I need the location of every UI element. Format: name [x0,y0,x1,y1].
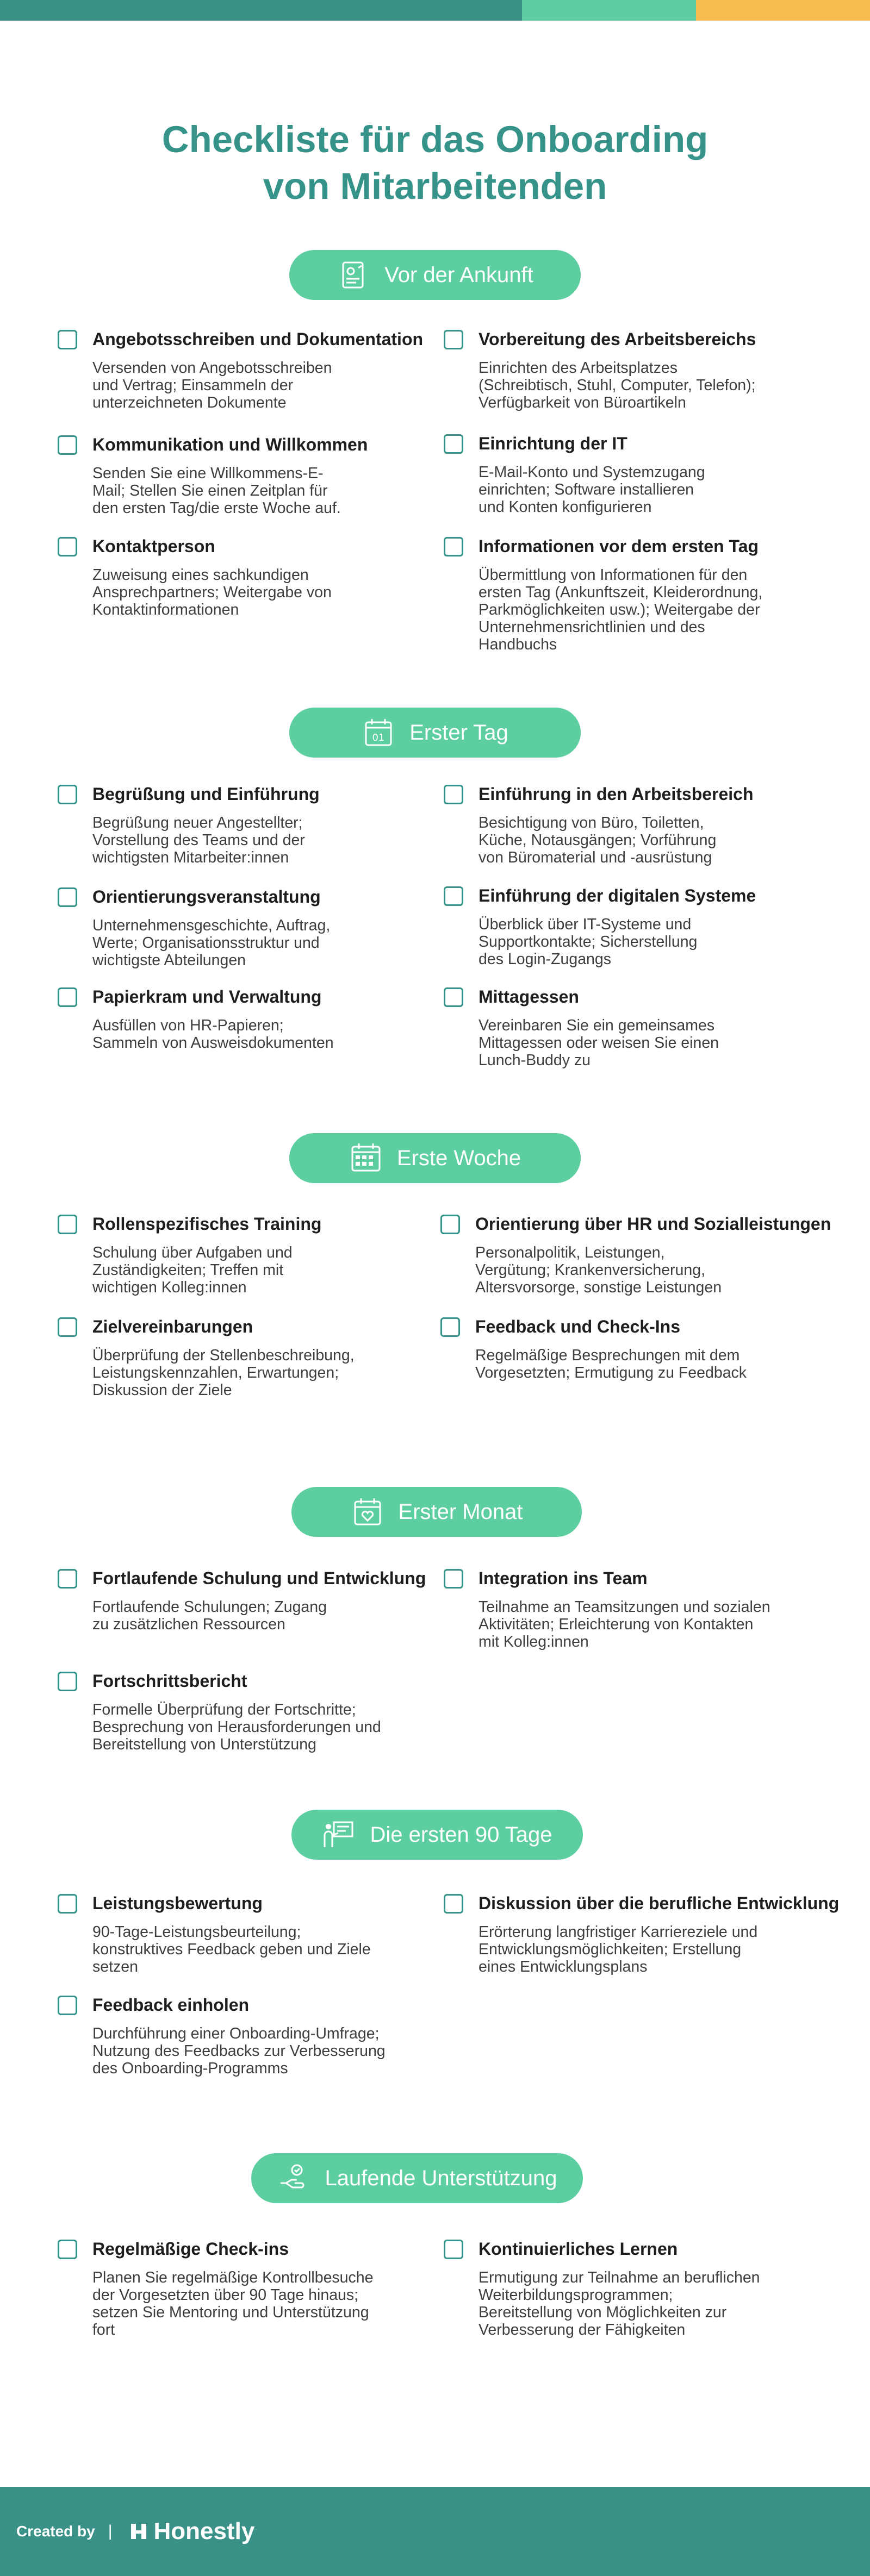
page-title-line-1: Checkliste für das Onboarding [161,118,709,160]
description-line: des Login-Zugangs [478,951,612,968]
checklist-item-description [478,566,813,653]
checklist-item-description [478,1923,813,1975]
description-line: Überprüfung der Stellenbeschreibung, [92,1347,355,1364]
description-line: Lunch-Buddy zu [478,1052,591,1069]
description-line: (Schreibtisch, Stuhl, Computer, Telefon); [478,377,756,394]
section-header-5 [251,2153,583,2203]
checklist-item [444,784,813,866]
description-line: konstruktives Feedback geben und Ziele [92,1941,371,1958]
checkbox[interactable] [58,887,77,907]
section-title: Erste Woche [396,1146,521,1170]
description-line: Verbesserung der Fähigkeiten [478,2321,686,2339]
checklist-item-row [58,1893,427,1914]
checklist-item-title: Kontaktperson [92,536,215,556]
checklist-item [58,536,427,618]
checklist-item [58,1317,427,1399]
section-title: Die ersten 90 Tage [370,1822,552,1847]
description-line: mit Kolleg:innen [478,1633,589,1650]
top-color-bar [0,0,870,21]
description-line: Ausfüllen von HR-Papieren; [92,1017,284,1034]
checklist-item-row [58,887,427,907]
description-line: Bereitstellung von Möglichkeiten zur [478,2304,727,2321]
footer-brand[interactable]: Honestly [153,2518,255,2544]
description-line: Ermutigung zur Teilnahme an beruflichen [478,2269,760,2286]
support-hand-icon [277,2161,311,2195]
description-line: und Konten konfigurieren [478,498,652,516]
page-title-line-2: von Mitarbeitenden [263,165,607,207]
checklist-item-description [478,2269,813,2339]
checklist-item-row [58,987,427,1007]
checklist-item-title: Integration ins Team [478,1568,648,1588]
checklist-item-description [478,464,813,516]
top-bar-mint [522,0,696,21]
description-line: Handbuchs [478,636,557,653]
description-line: fort [92,2321,115,2339]
checklist-item-description [92,2269,427,2339]
description-line: Besichtigung von Büro, Toiletten, [478,814,704,831]
checklist-item-description [478,1017,813,1069]
section-header-0 [289,250,581,300]
description-line: 90-Tage-Leistungsbeurteilung; [92,1923,301,1941]
description-line: von Büromaterial und -ausrüstung [478,849,712,866]
checklist-item-description [475,1347,810,1381]
description-line: Parkmöglichkeiten usw.); Weitergabe der [478,601,760,618]
checklist-item [444,434,813,516]
description-line: Mail; Stellen Sie einen Zeitplan für [92,482,328,499]
checklist-item-title: Informationen vor dem ersten Tag [478,536,759,556]
checklist-item-description [475,1244,810,1296]
checkbox[interactable] [58,1215,77,1234]
checklist-item [58,1893,427,1975]
description-line: wichtigen Kolleg:innen [92,1279,247,1296]
checkbox[interactable] [440,1215,460,1234]
checklist-item [58,2239,427,2339]
description-line: des Onboarding-Programms [92,2060,288,2077]
description-line: Kontaktinformationen [92,601,239,618]
checklist-item-row [440,1214,831,1234]
checklist-item [444,1893,840,1975]
description-line: Aktivitäten; Erleichterung von Kontakten [478,1616,754,1633]
checkbox[interactable] [444,987,463,1007]
description-line: E-Mail-Konto und Systemzugang [478,464,705,481]
document-icon [337,258,370,292]
description-line: eines Entwicklungsplans [478,1958,648,1975]
checklist-item-title: Vorbereitung des Arbeitsbereichs [478,329,756,349]
checklist-item-row [58,1214,427,1234]
honestly-logo-icon [127,2519,151,2543]
description-line: Übermittlung von Informationen für den [478,566,748,584]
description-line: den ersten Tag/die erste Woche auf. [92,499,341,517]
description-line: Versenden von Angebotsschreiben [92,359,332,377]
checkbox[interactable] [444,2240,463,2259]
checklist-item-title: Feedback und Check-Ins [475,1317,680,1336]
checklist-item-row [444,434,813,454]
checklist-item-title: Feedback einholen [92,1995,250,2015]
checklist-item-title: Kommunikation und Willkommen [92,435,368,454]
checkbox[interactable] [58,785,77,804]
checklist-item [440,1317,810,1381]
description-line: der Vorgesetzten über 90 Tage hinaus; [92,2286,359,2304]
description-line: Unternehmensgeschichte, Auftrag, [92,917,331,934]
checklist-item-title: Regelmäßige Check-ins [92,2239,289,2259]
calendar-day-number: 01 [372,732,385,743]
checklist-item-row [444,886,813,906]
checklist-item-description [92,2025,427,2077]
checklist-item-description [478,359,813,411]
checklist-item-description [478,1598,813,1650]
checklist-item-description [92,1923,427,1975]
checklist-item-row [444,536,813,557]
checkbox[interactable] [58,435,77,455]
checklist-item-row [440,1317,810,1337]
description-line: Fortlaufende Schulungen; Zugang [92,1598,327,1616]
checklist-item-row [444,1893,840,1914]
checklist-item [58,435,427,517]
description-line: Vorgesetzten; Ermutigung zu Feedback [475,1364,747,1381]
description-line: Unternehmensrichtlinien und des [478,618,705,636]
description-line: Ansprechpartners; Weitergabe von [92,584,332,601]
checkbox[interactable] [440,1317,460,1337]
description-line: Werte; Organisationsstruktur und [92,934,320,952]
checklist-item [58,1671,427,1753]
description-line: zu zusätzlichen Ressourcen [92,1616,285,1633]
checklist-item [444,536,813,653]
checkbox[interactable] [444,886,463,906]
section-header-4 [291,1810,583,1860]
checklist-item-title: Fortlaufende Schulung und Entwicklung [92,1568,426,1588]
checklist-item-description [92,1017,427,1052]
checkbox[interactable] [58,1672,77,1691]
calendar-heart-icon [351,1495,384,1529]
description-line: Senden Sie eine Willkommens-E- [92,465,324,482]
checklist-item-row [58,435,427,455]
checkbox[interactable] [444,330,463,349]
description-line: Besprechung von Herausforderungen und [92,1718,381,1736]
description-line: Weiterbildungsprogrammen; [478,2286,673,2304]
description-line: Altersvorsorge, sonstige Leistungen [475,1279,722,1296]
checkbox[interactable] [58,2240,77,2259]
footer-created-by: Created by [16,2523,95,2540]
description-line: wichtigste Abteilungen [92,952,246,969]
top-bar-teal [0,0,522,21]
checklist-item-title: Orientierungsveranstaltung [92,887,321,906]
description-line: Bereitstellung von Unterstützung [92,1736,316,1753]
description-line: ersten Tag (Ankunftszeit, Kleiderordnung, [478,584,763,601]
description-line: Planen Sie regelmäßige Kontrollbesuche [92,2269,374,2286]
description-line: Personalpolitik, Leistungen, [475,1244,665,1261]
description-line: Zuständigkeiten; Treffen mit [92,1261,284,1279]
checklist-item-row [444,329,813,349]
section-title: Erster Tag [409,720,508,745]
checklist-item-description [92,814,427,866]
checklist-item-row [58,1671,427,1691]
checklist-item-description [92,359,427,411]
description-line: Mittagessen oder weisen Sie einen [478,1034,719,1052]
description-line: Küche, Notausgängen; Vorführung [478,831,717,849]
description-line: Überblick über IT-Systeme und [478,916,692,933]
section-title: Vor der Ankunft [384,262,533,287]
section-header-2 [289,1133,581,1183]
checkbox[interactable] [58,987,77,1007]
checklist-item-row [444,987,813,1007]
checkbox[interactable] [444,1569,463,1589]
checkbox[interactable] [444,537,463,557]
checklist-item-description [92,917,427,969]
description-line: einrichten; Software installieren [478,481,694,498]
checklist-item [58,784,427,866]
description-line: Schulung über Aufgaben und [92,1244,293,1261]
description-line: Sammeln von Ausweisdokumenten [92,1034,334,1052]
checkbox[interactable] [444,1894,463,1914]
description-line: setzen Sie Mentoring und Unterstützung [92,2304,369,2321]
checklist-item-row [444,2239,813,2259]
description-line: Vorstellung des Teams und der [92,831,305,849]
page-title [0,116,870,210]
checklist-item [444,329,813,411]
section-header-3 [291,1487,582,1537]
checklist-item-description [92,465,427,517]
checklist-item [440,1214,831,1296]
description-line: Teilnahme an Teamsitzungen und sozialen [478,1598,770,1616]
checklist-item-title: Papierkram und Verwaltung [92,987,322,1006]
checkbox[interactable] [58,1569,77,1589]
checkbox[interactable] [444,434,463,454]
checklist-item [444,886,813,968]
description-line: Leistungskennzahlen, Erwartungen; [92,1364,339,1381]
checklist-item-row [444,1568,813,1589]
checklist-item-title: Einrichtung der IT [478,434,627,453]
description-line: Supportkontakte; Sicherstellung [478,933,698,951]
checklist-item-description [92,1244,427,1296]
checklist-item-description [92,566,427,618]
description-line: Entwicklungsmöglichkeiten; Erstellung [478,1941,742,1958]
top-bar-yellow [696,0,870,21]
checklist-item-description [92,1598,427,1633]
checklist-item [58,887,427,969]
checklist-item [444,1568,813,1650]
description-line: Zuweisung eines sachkundigen [92,566,309,584]
checklist-item-row [58,1995,427,2015]
checkbox[interactable] [58,537,77,557]
description-line: Formelle Überprüfung der Fortschritte; [92,1701,356,1718]
checklist-item-row [58,1568,427,1589]
description-line: Vereinbaren Sie ein gemeinsames [478,1017,715,1034]
footer [0,2487,870,2576]
description-line: Regelmäßige Besprechungen mit dem [475,1347,740,1364]
checklist-item-description [92,1701,427,1753]
section-header-1 [289,708,581,758]
checklist-item-row [58,1317,427,1337]
checklist-item [58,329,427,411]
description-line: Durchführung einer Onboarding-Umfrage; [92,2025,380,2042]
checklist-item-title: Einführung der digitalen Systeme [478,886,756,905]
checklist-item-title: Begrüßung und Einführung [92,784,320,804]
description-line: unterzeichneten Dokumente [92,394,287,411]
checklist-item [58,987,427,1052]
checklist-item-title: Diskussion über die berufliche Entwicklung [478,1893,840,1913]
checklist-item-description [478,916,813,968]
checklist-item-title: Leistungsbewertung [92,1893,263,1913]
checklist-item-row [58,536,427,557]
checklist-item [58,1995,427,2077]
checklist-item-title: Kontinuierliches Lernen [478,2239,678,2259]
checkbox[interactable] [58,1894,77,1914]
checklist-item-row [58,329,427,349]
checkbox[interactable] [58,330,77,349]
checklist-item-description [92,1347,427,1399]
description-line: Erörterung langfristiger Karriereziele und [478,1923,758,1941]
checklist-item-title: Mittagessen [478,987,579,1006]
checklist-item [444,2239,813,2339]
calendar-week-icon [349,1141,383,1175]
calendar-day-icon [362,716,395,749]
description-line: wichtigsten Mitarbeiter:innen [92,849,289,866]
checkbox[interactable] [58,1996,77,2015]
checklist-item [58,1568,427,1633]
section-title: Erster Monat [398,1499,523,1524]
description-line: Diskussion der Ziele [92,1381,232,1399]
section-title: Laufende Unterstützung [325,2166,557,2190]
presentation-icon [322,1818,356,1852]
checklist-item-title: Angebotsschreiben und Dokumentation [92,329,424,349]
checklist-item-title: Einführung in den Arbeitsbereich [478,784,754,804]
description-line: setzen [92,1958,138,1975]
checklist-item-title: Zielvereinbarungen [92,1317,253,1336]
checklist-item-row [58,784,427,804]
checklist-item-title: Fortschrittsbericht [92,1671,247,1691]
checklist-item-row [444,784,813,804]
description-line: Verfügbarkeit von Büroartikeln [478,394,686,411]
description-line: und Vertrag; Einsammeln der [92,377,294,394]
checkbox[interactable] [444,785,463,804]
description-line: Nutzung des Feedbacks zur Verbesserung [92,2042,386,2060]
footer-separator: | [108,2522,113,2540]
checklist-item [444,987,813,1069]
checkbox[interactable] [58,1317,77,1337]
checklist-item-title: Orientierung über HR und Sozialleistungen [475,1214,831,1234]
checklist-item [58,1214,427,1296]
checklist-item-title: Rollenspezifisches Training [92,1214,322,1234]
description-line: Vergütung; Krankenversicherung, [475,1261,706,1279]
checklist-item-description [478,814,813,866]
description-line: Einrichten des Arbeitsplatzes [478,359,678,377]
description-line: Begrüßung neuer Angestellter; [92,814,303,831]
checklist-item-row [58,2239,427,2259]
